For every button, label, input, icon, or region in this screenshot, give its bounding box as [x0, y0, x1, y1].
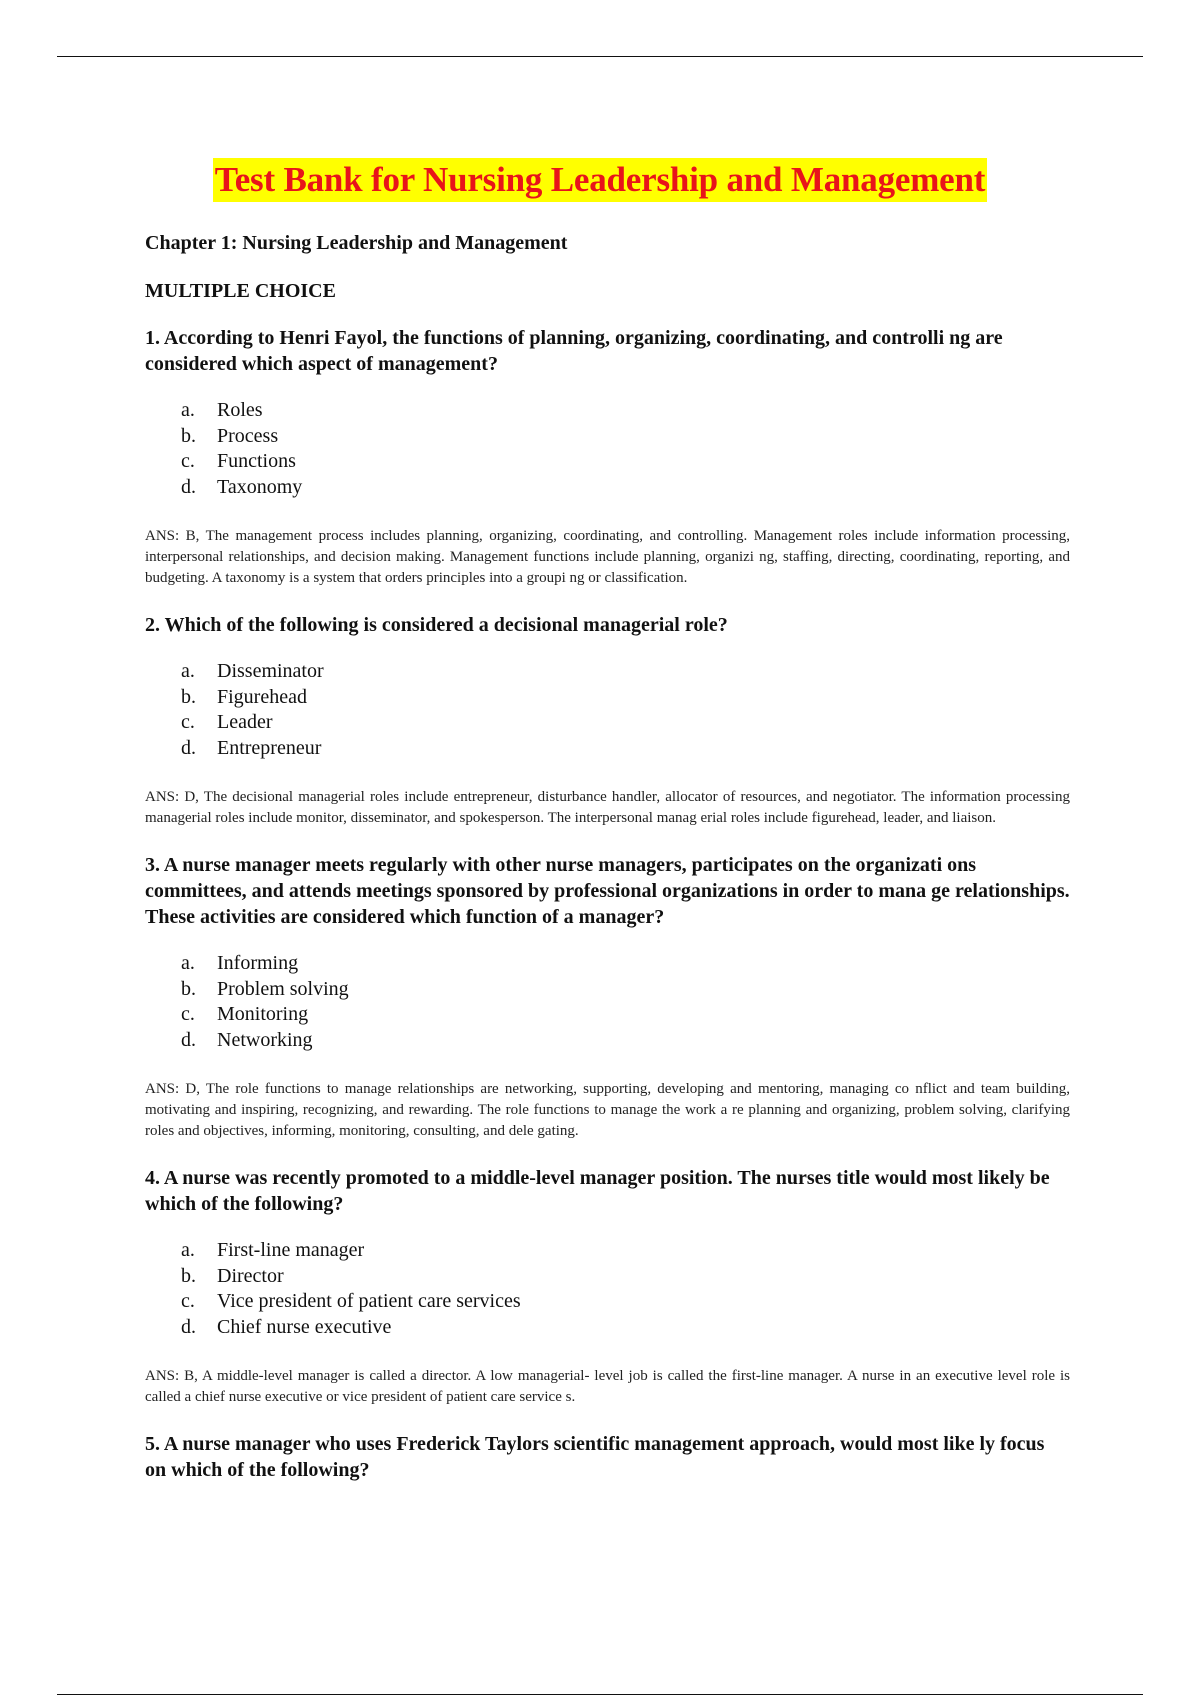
choice-letter: d. [181, 1028, 196, 1051]
choice-text: Entrepreneur [217, 736, 322, 759]
choice-letter: a. [181, 1239, 195, 1261]
choice-item [181, 475, 1070, 501]
answer-explanation: ANS: B, The management process includes planning, organizing, coordinating, and controlling. Management roles include information processing, interpersonal relationships, and decision making. Management functions include planning, organizi ng, staffing, directing, coordinating, reporting, and budgeting. A taxonomy is a system that orders principles into a groupi ng or classification. [145, 528, 1070, 586]
choice-list [145, 659, 1070, 761]
choice-letter: d. [181, 1315, 196, 1338]
choice-letter: a. [181, 399, 195, 421]
choice-text: Chief nurse executive [217, 1315, 392, 1338]
question-text: 1. According to Henri Fayol, the functions of planning, organizing, coordinating, and controlli ng are considered which aspect of management? [145, 327, 1003, 375]
choice-item [181, 1002, 1070, 1028]
choice-text: Informing [217, 952, 299, 974]
choice-letter: d. [181, 736, 196, 759]
choice-item [181, 1315, 1070, 1341]
choice-text: First-line manager [217, 1239, 365, 1261]
answer-explanation: ANS: D, The role functions to manage relationships are networking, supporting, developing and mentoring, managing co nflict and team building, motivating and inspiring, recognizing, and rewarding. The role functions to manage the work a re planning and organizing, problem solving, clarifying roles and objectives, informing, monitoring, consulting, and dele gating. [145, 1081, 1070, 1139]
choice-text: Functions [217, 450, 296, 472]
choice-text: Taxonomy [217, 475, 303, 498]
choice-letter: a. [181, 952, 195, 974]
choice-letter: b. [181, 685, 196, 708]
choice-item [181, 1264, 1070, 1290]
question-block-2 [145, 612, 1070, 829]
title-wrap [0, 158, 1200, 202]
question-text: 5. A nurse manager who uses Frederick Taylors scientific management approach, would most like ly focus on which of the following? [145, 1433, 1045, 1481]
choice-item [181, 1028, 1070, 1054]
choice-item [181, 736, 1070, 762]
question-block-1 [145, 325, 1070, 589]
answer-explanation: ANS: D, The decisional managerial roles include entrepreneur, disturbance handler, allocator of resources, and negotiator. The information processing managerial roles include monitor, disseminator, and spokesperson. The interpersonal manag erial roles include figurehead, leader, and liaison. [145, 789, 1070, 826]
question-text: 4. A nurse was recently promoted to a middle-level manager position. The nurses title would most likely be which of the following? [145, 1167, 1050, 1215]
choice-letter: c. [181, 1290, 195, 1312]
question-block-3 [145, 852, 1070, 1142]
document-body [145, 230, 1070, 1504]
choice-letter: d. [181, 475, 196, 498]
choice-letter: a. [181, 660, 195, 682]
bottom-rule [57, 1694, 1143, 1695]
choice-item [181, 685, 1070, 711]
choice-text: Disseminator [217, 660, 324, 682]
choice-list [145, 951, 1070, 1053]
question-block-4 [145, 1165, 1070, 1408]
choice-item [181, 710, 1070, 736]
choice-letter: c. [181, 711, 195, 733]
choice-list [145, 1238, 1070, 1340]
choice-letter: c. [181, 450, 195, 472]
choice-text: Roles [217, 399, 263, 421]
choice-item [181, 449, 1070, 475]
choice-text: Process [217, 424, 279, 447]
choice-text: Figurehead [217, 685, 307, 708]
question-text: 2. Which of the following is considered a decisional managerial role? [145, 614, 728, 636]
choice-item [181, 659, 1070, 685]
choice-list [145, 398, 1070, 500]
choice-text: Problem solving [217, 977, 349, 1000]
question-text: 3. A nurse manager meets regularly with other nurse managers, participates on the organizati ons committees, and attends meetings sponsored by professional organizations in order to mana ge relationships. These activities are considered which function of a manager? [145, 854, 1070, 928]
choice-item [181, 424, 1070, 450]
chapter-heading: Chapter 1: Nursing Leadership and Management [145, 232, 568, 254]
choice-item [181, 1289, 1070, 1315]
choice-text: Vice president of patient care services [217, 1290, 521, 1312]
choice-letter: b. [181, 1264, 196, 1287]
choice-item [181, 977, 1070, 1003]
choice-item [181, 398, 1070, 424]
top-rule [57, 56, 1143, 57]
choice-letter: b. [181, 424, 196, 447]
choice-letter: b. [181, 977, 196, 1000]
choice-item [181, 951, 1070, 977]
document-title: Test Bank for Nursing Leadership and Management [213, 158, 987, 202]
choice-letter: c. [181, 1003, 195, 1025]
choice-item [181, 1238, 1070, 1264]
choice-text: Director [217, 1264, 284, 1287]
choice-text: Leader [217, 711, 273, 733]
answer-explanation: ANS: B, A middle-level manager is called a director. A low managerial- level job is called the first-line manager. A nurse in an executive level role is called a chief nurse executive or vice president of patient care service s. [145, 1368, 1070, 1405]
choice-text: Monitoring [217, 1003, 309, 1025]
section-heading: MULTIPLE CHOICE [145, 280, 336, 302]
choice-text: Networking [217, 1028, 313, 1051]
question-block-5 [145, 1431, 1070, 1483]
